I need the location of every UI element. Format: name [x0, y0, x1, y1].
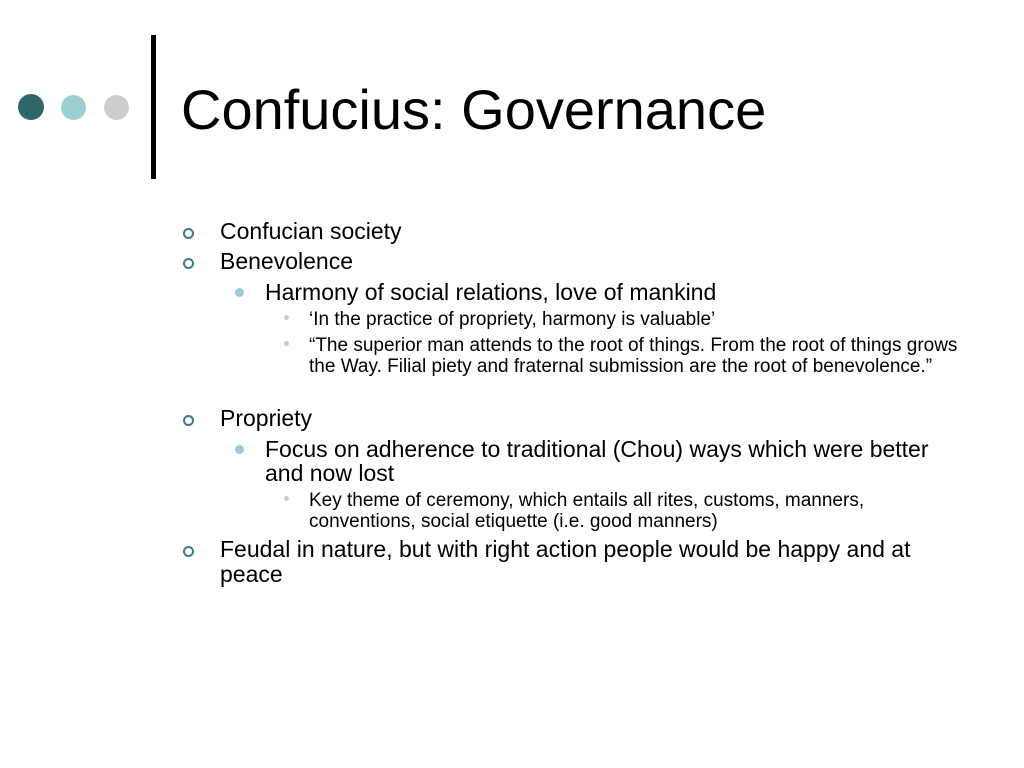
sub-sub-bullet-text: Key theme of ceremony, which entails all rites, customs, manners, conventions, social etiquette (i.e. good manners) — [309, 490, 865, 532]
decorative-dot-light — [61, 95, 86, 120]
small-dot-bullet-icon — [284, 341, 289, 346]
sub-sub-bullet-item — [180, 309, 960, 330]
filled-circle-bullet-icon — [235, 445, 244, 454]
sub-bullet-item — [180, 280, 960, 304]
decorative-dot-dark — [18, 94, 44, 120]
bullet-item — [180, 219, 960, 244]
hollow-circle-bullet-icon — [183, 258, 194, 269]
sub-bullet-text: Harmony of social relations, love of mankind — [265, 279, 717, 305]
hollow-circle-bullet-icon — [183, 546, 194, 557]
quote-text: ‘In the practice of propriety, harmony is valuable’ — [309, 309, 716, 330]
small-dot-bullet-icon — [284, 496, 289, 501]
quote-text: “The superior man attends to the root of things. From the root of things grows the Way. Filial piety and fraternal submission are the root of benevolence.” — [309, 335, 958, 377]
hollow-circle-bullet-icon — [183, 415, 194, 426]
slide-title: Confucius: Governance — [181, 78, 767, 141]
bullet-text: Benevolence — [220, 248, 353, 274]
sub-bullet-item — [180, 437, 960, 485]
bullet-list — [180, 214, 960, 587]
filled-circle-bullet-icon — [235, 288, 244, 297]
hollow-circle-bullet-icon — [183, 228, 194, 239]
bullet-text: Propriety — [220, 405, 313, 431]
title-divider — [151, 35, 156, 179]
sub-sub-bullet-item — [180, 335, 960, 377]
decorative-dot-gray — [104, 95, 129, 120]
bullet-item — [180, 537, 960, 587]
sub-sub-bullet-item — [180, 490, 960, 532]
small-dot-bullet-icon — [284, 315, 289, 320]
bullet-text: Confucian society — [220, 218, 402, 244]
bullet-text: Feudal in nature, but with right action people would be happy and at peace — [220, 536, 911, 587]
sub-bullet-text: Focus on adherence to traditional (Chou) ways which were better and now lost — [265, 436, 929, 486]
bullet-item — [180, 249, 960, 274]
bullet-item — [180, 406, 960, 431]
